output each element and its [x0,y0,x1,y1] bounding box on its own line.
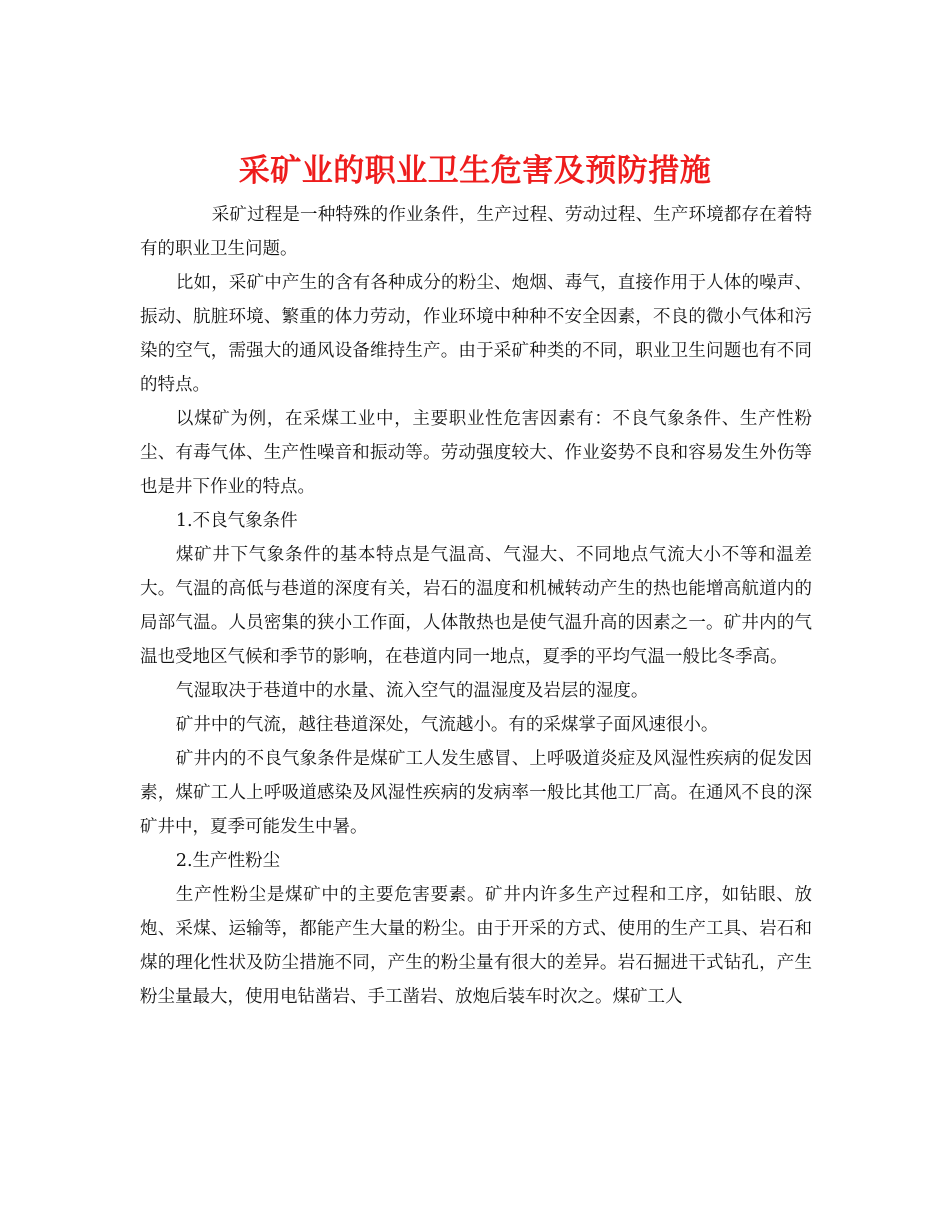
document-title: 采矿业的职业卫生危害及预防措施 [238,152,712,189]
paragraph-humidity: 气湿取决于巷道中的水量、流入空气的温湿度及岩层的湿度。 [175,681,649,701]
paragraph-health-effects: 矿井内的不良气象条件是煤矿工人发生感冒、上呼吸道炎症及风湿性疾病的促发因素，煤矿工人上呼吸道感染及风湿性疾病的发病率一般比其他工厂高。在通风不良的深矿井中，夏季可能发生中暑。 [140,749,812,837]
paragraph-weather-characteristics: 煤矿井下气象条件的基本特点是气温高、气湿大、不同地点气流大小不等和温差大。气温的高低与巷道的深度有关，岩石的温度和机械转动产生的热也能增高航道内的局部气温。人员密集的狭小工作面，人体散热也是使气温升高的因素之一。矿井内的气温也受地区气候和季节的影响，在巷道内同一地点，夏季的平均气温一般比冬季高。 [140,545,812,667]
section-heading-dust: 2.生产性粉尘 [175,851,281,871]
document-body [140,198,812,1014]
paragraph-airflow: 矿井中的气流，越往巷道深处，气流越小。有的采煤掌子面风速很小。 [175,715,719,735]
paragraph-dust: 生产性粉尘是煤矿中的主要危害要素。矿井内许多生产过程和工序，如钻眼、放炮、采煤、运输等，都能产生大量的粉尘。由于开采的方式、使用的生产工具、岩石和煤的理化性状及防尘措施不同，产生的粉尘量有很大的差异。岩石掘进干式钻孔，产生粉尘量最大，使用电钻凿岩、手工凿岩、放炮后装车时次之。煤矿工人 [140,885,812,1007]
paragraph-coal-mine-example: 以煤矿为例，在采煤工业中，主要职业性危害因素有：不良气象条件、生产性粉尘、有毒气体、生产性噪音和振动等。劳动强度较大、作业姿势不良和容易发生外伤等也是井下作业的特点。 [140,409,812,497]
paragraph-hazards-overview: 比如，采矿中产生的含有各种成分的粉尘、炮烟、毒气，直接作用于人体的噪声、振动、肮脏环境、繁重的体力劳动，作业环境中种种不安全因素，不良的微小气体和污染的空气，需强大的通风设备维持生产。由于采矿种类的不同，职业卫生问题也有不同的特点。 [140,273,812,395]
section-heading-weather-conditions: 1.不良气象条件 [175,511,298,531]
paragraph-intro: 采矿过程是一种特殊的作业条件，生产过程、劳动过程、生产环境都存在着特有的职业卫生问题。 [140,205,812,259]
